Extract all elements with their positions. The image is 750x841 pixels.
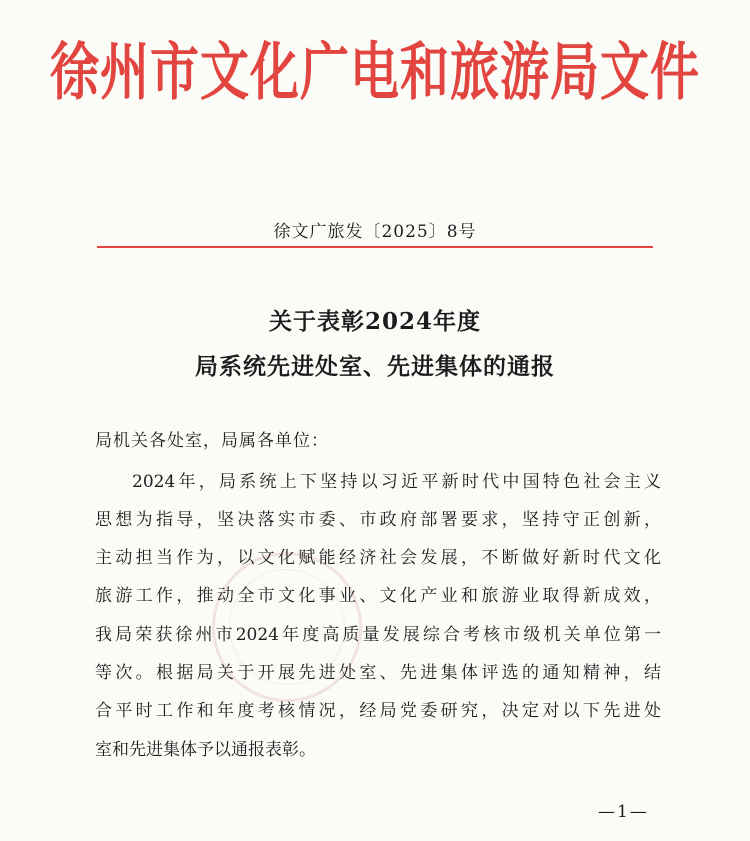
salutation: 局机关各处室，局属各单位： xyxy=(95,431,329,451)
title-line-2: 局系统先进处室、先进集体的通报 xyxy=(195,353,555,380)
body-line: 合平时工作和年度考核情况，经局党委研究，决定对以下先进处 xyxy=(95,701,661,721)
body-line: 等次。根据局关于开展先进处室、先进集体评选的通知精神，结 xyxy=(95,663,661,683)
body-line: 2024年，局系统上下坚持以习近平新时代中国特色社会主义 xyxy=(132,472,661,492)
title-line-1: 关于表彰2024年度 xyxy=(268,308,481,335)
page-number: —1— xyxy=(598,802,649,822)
body-line: 室和先进集体予以通报表彰。 xyxy=(95,740,316,760)
document-masthead: 徐州市文化广电和旅游局文件 xyxy=(49,35,700,109)
body-line: 我局荣获徐州市2024年度高质量发展综合考核市级机关单位第一 xyxy=(95,625,661,645)
body-line: 旅游工作，推动全市文化事业、文化产业和旅游业取得新成效， xyxy=(95,586,661,606)
document-number: 徐文广旅发〔2025〕8号 xyxy=(273,222,477,242)
body-line: 主动担当作为，以文化赋能经济社会发展，不断做好新时代文化 xyxy=(95,548,661,568)
red-divider-line xyxy=(97,246,653,248)
body-line: 思想为指导，坚决落实市委、市政府部署要求，坚持守正创新， xyxy=(95,510,661,530)
